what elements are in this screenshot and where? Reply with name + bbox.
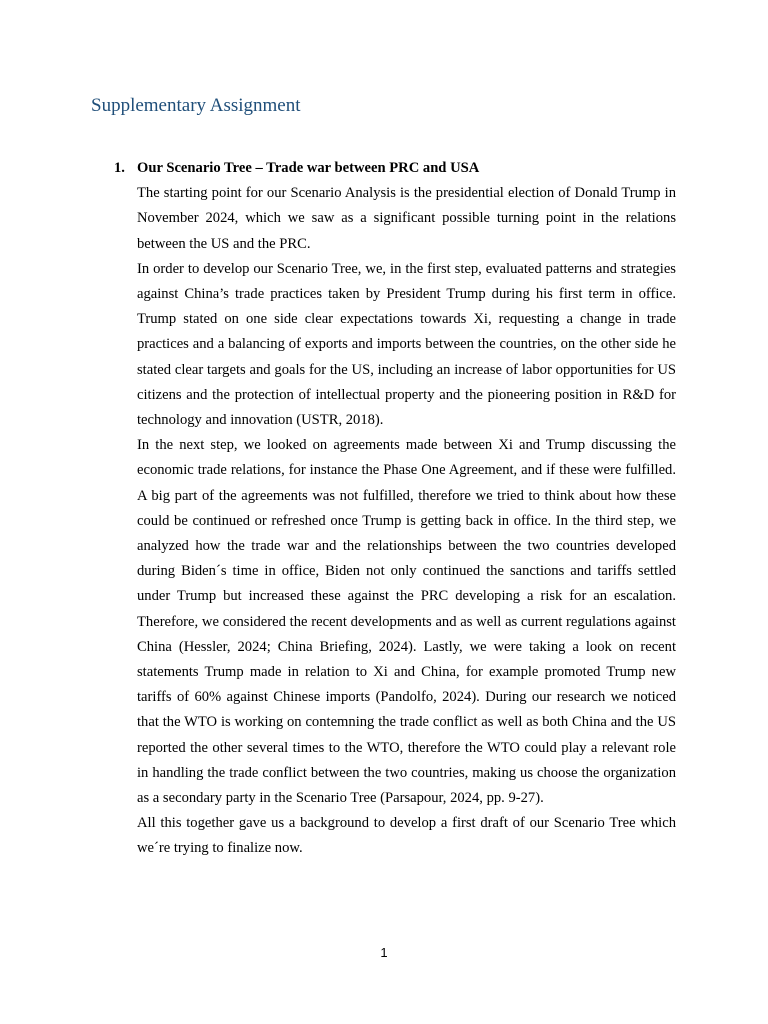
paragraph-next-step: In the next step, we looked on agreements made between Xi and Trump discussing the economic trade relations, for instance the Phase One Agreement, and if these were fulfilled. A big part of the agreements was not fulfilled, therefore we tried to think about how these could be continued or refreshed once Trump is getting back in office. In the third step, we analyzed how the trade war and the relationships between the two countries developed during Biden´s time in office, Biden not only continued the sanctions and tariffs settled under Trump but increased these against the PRC developing a risk for an escalation. Therefore, we considered the recent developments and as well as current regulations against China (Hessler, 2024; China Briefing, 2024). Lastly, we were taking a look on recent statements Trump made in relation to Xi and China, for example promoted Trump new tariffs of 60% against Chinese imports (Pandolfo, 2024). During our research we noticed that the WTO is working on contemning the trade conflict as well as both China and the US reported the other several times to the WTO, therefore the WTO could play a relevant role in handling the trade conflict between the two countries, making us choose the organization as a secondary party in the Scenario Tree (Parsapour, 2024, pp. 9-27). [137,437,676,807]
page-number: 1 [380,945,388,960]
paragraph-first-step: In order to develop our Scenario Tree, we, in the first step, evaluated patterns and strategies against China’s trade practices taken by President Trump during his first term in office. Trump stated on one side clear expectations towards Xi, requesting a change in trade practices and a balancing of exports and imports between the countries, on the other side he stated clear targets and goals for the US, including an increase of labor opportunities for US citizens and the protection of intellectual property and the pioneering position in R&D for technology and innovation (USTR, 2018). [137,260,676,429]
section-heading-text: Our Scenario Tree – Trade war between PRC and USA [137,160,480,176]
section-1 [114,156,676,862]
paragraph-starting-point: The starting point for our Scenario Analysis is the presidential election of Donald Trump in November 2024, which we saw as a significant possible turning point in the relations between the US and the PRC. [137,185,676,252]
paragraph-conclusion: All this together gave us a background to develop a first draft of our Scenario Tree which we´re trying to finalize now. [137,815,676,857]
document-title: Supplementary Assignment [91,95,301,116]
section-body [137,181,676,861]
section-heading [114,156,676,181]
section-number: 1. [114,160,125,176]
